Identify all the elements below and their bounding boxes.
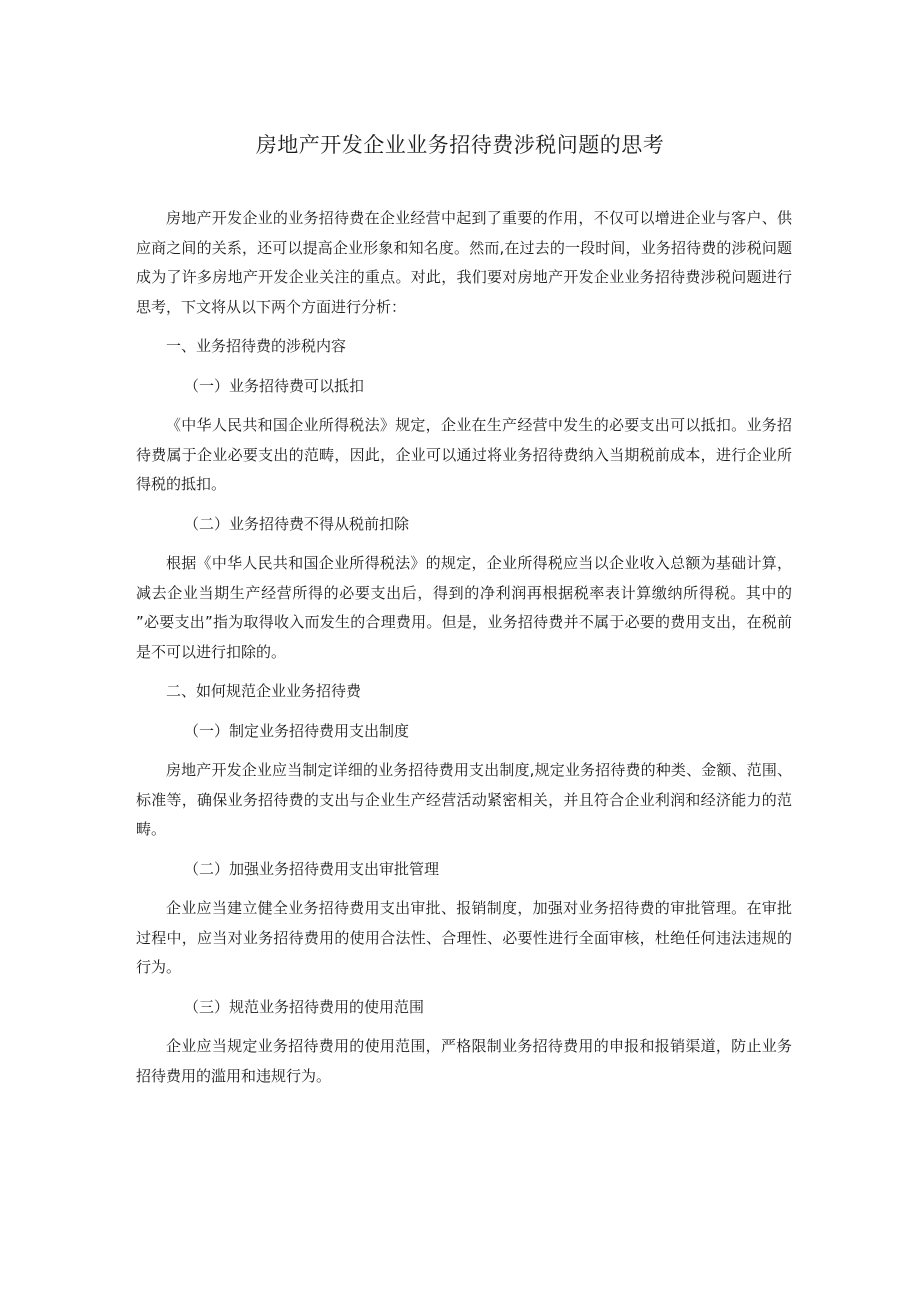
document-body — [136, 204, 792, 1101]
section-2-3-paragraph: 企业应当规定业务招待费用的使用范围，严格限制业务招待费用的申报和报销渠道，防止业务招待费用的滥用和违规行为。 — [136, 1037, 792, 1085]
section-2-heading: 二、如何规范企业业务招待费 — [166, 682, 362, 700]
section-1-heading: 一、业务招待费的涉税内容 — [166, 337, 347, 355]
section-2-1-heading: （一）制定业务招待费用支出制度 — [184, 721, 410, 740]
section-1-1-heading: （一）业务招待费可以抵扣 — [184, 376, 365, 395]
section-1-1-paragraph: 《中华人民共和国企业所得税法》规定，企业在生产经营中发生的必要支出可以抵扣。业务招待费属于企业必要支出的范畴，因此，企业可以通过将业务招待费纳入当期税前成本，进行企业所得税的抵扣。 — [136, 416, 792, 493]
section-1-2-heading: （二）业务招待费不得从税前扣除 — [184, 514, 410, 533]
section-2-1-paragraph: 房地产开发企业应当制定详细的业务招待费用支出制度,规定业务招待费的种类、金额、范围、标准等，确保业务招待费的支出与企业生产经营活动紧密相关，并且符合企业利润和经济能力的范畴。 — [136, 761, 792, 838]
section-2-3-heading: （三）规范业务招待费用的使用范围 — [184, 997, 425, 1016]
section-2-2-paragraph: 企业应当建立健全业务招待费用支出审批、报销制度，加强对业务招待费的审批管理。在审批过程中，应当对业务招待费用的使用合法性、合理性、必要性进行全面审核，杜绝任何违法违规的行为。 — [136, 899, 792, 976]
document-title: 房地产开发企业业务招待费涉税问题的思考 — [255, 133, 665, 157]
section-2-2-heading: （二）加强业务招待费用支出审批管理 — [184, 859, 440, 878]
intro-paragraph: 房地产开发企业的业务招待费在企业经营中起到了重要的作用，不仅可以增进企业与客户、供应商之间的关系，还可以提高企业形象和知名度。然而,在过去的一段时间，业务招待费的涉税问题成为了许多房地产开发企业关注的重点。对此，我们要对房地产开发企业业务招待费涉税问题进行思考，下文将从以下两个方面进行分析： — [136, 209, 792, 316]
section-1-2-paragraph: 根据《中华人民共和国企业所得税法》的规定，企业所得税应当以企业收入总额为基础计算，减去企业当期生产经营所得的必要支出后，得到的净利润再根据税率表计算缴纳所得税。其中的 ”必要支出”指为取得收入而发生的合理费用。但是，业务招待费并不属于必要的费用支出，在税前是不可以进行扣除的。 — [136, 554, 792, 661]
